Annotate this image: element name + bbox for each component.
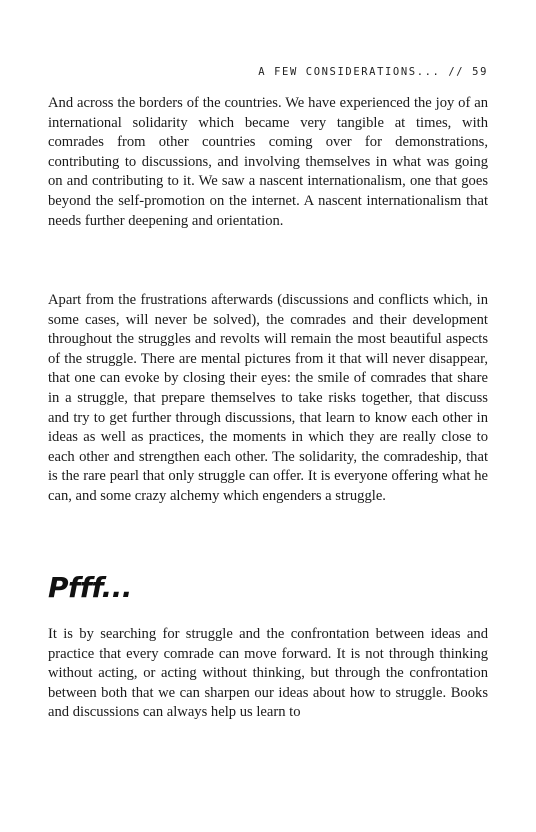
body-paragraph-confrontation: It is by searching for struggle and the confrontation between ideas and practice that every comrade can move forward. It is not through thinking without acting, or acting without thinking, but through the confrontation between both that we can sharpen our ideas about how to struggle. Books and discussions can always help us learn to [48,626,488,721]
running-header: A FEW CONSIDERATIONS... // 59 [258,66,488,78]
section-heading: Pfff... [48,571,132,604]
body-paragraph-comradeship: Apart from the frustrations afterwards (discussions and conflicts which, in some cases, will never be solved), the comrades and their development throughout the struggles and revolts will remain the most beautiful aspects of the struggle. There are mental pictures from it that will never disappear, that one can evoke by closing their eyes: the smile of comrades that share in a struggle, that prepare themselves to take risks together, that discuss and try to get further through discussions, that learn to know each other in ideas as well as practices, the moments in which they are really close to each other and strengthen each other. The solidarity, the comradeship, that is the rare pearl that only struggle can offer. It is everyone offering what he can, and some crazy alchemy which engenders a struggle. [48,292,488,504]
body-paragraph-internationalism: And across the borders of the countries. We have experienced the joy of an international solidarity which became very tangible at times, with comrades from other countries coming over for demonstrations, contributing to discussions, and involving themselves in what was going on and contributing to it. We saw a nascent internationalism, one that goes beyond the self-promotion on the internet. A nascent internationalism that needs further deepening and orientation. [48,95,488,229]
book-page [48,0,488,832]
